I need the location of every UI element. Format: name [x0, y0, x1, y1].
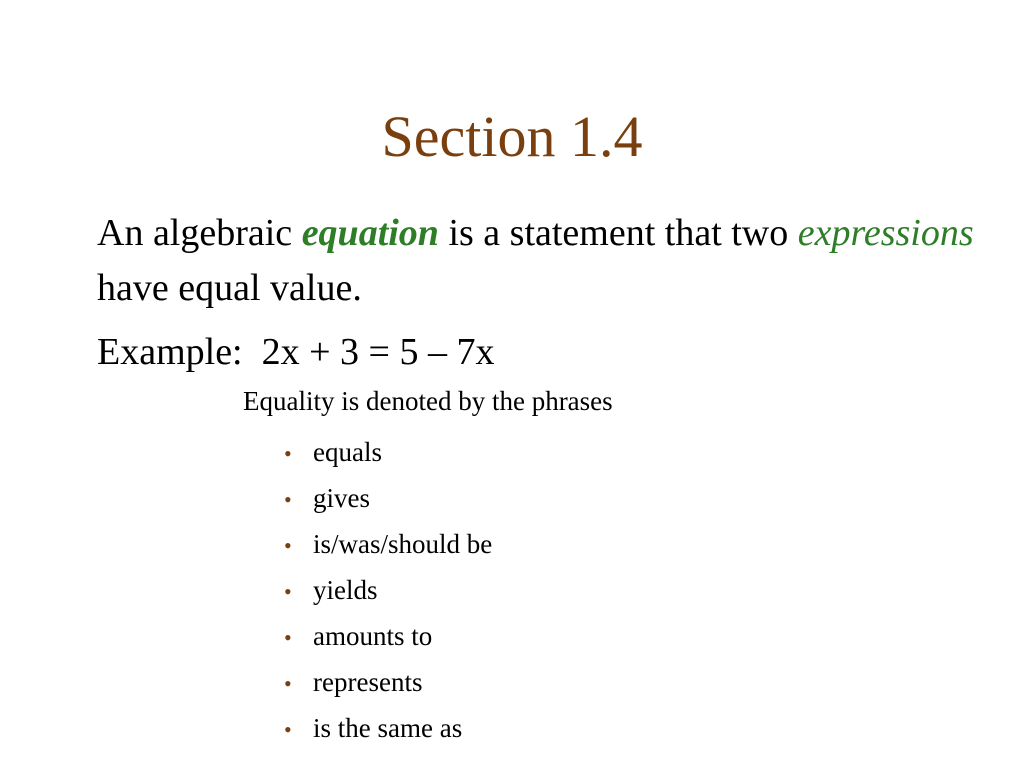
- phrase-list-item: [284, 522, 492, 568]
- bullet-dot-icon: •: [284, 441, 292, 466]
- bullet-dot-icon: •: [284, 625, 292, 650]
- phrase-list-item: [284, 706, 492, 752]
- phrase-text: is/was/should be: [313, 529, 493, 559]
- phrase-list-item: [284, 430, 492, 476]
- definition-part-2: is a statement that two: [438, 212, 798, 254]
- phrase-text: represents: [313, 667, 423, 697]
- definition-part-3: have equal value.: [97, 267, 362, 309]
- definition-text: [97, 206, 977, 316]
- phrase-text: gives: [313, 483, 370, 513]
- phrase-text: equals: [313, 437, 382, 467]
- term-expressions: expressions: [797, 212, 974, 254]
- term-equation: equation: [301, 212, 439, 254]
- bullet-dot-icon: •: [284, 487, 292, 512]
- example-equation: Example: 2x + 3 = 5 – 7x: [97, 331, 495, 373]
- bullet-dot-icon: •: [284, 671, 292, 696]
- bullet-dot-icon: •: [284, 579, 292, 604]
- phrase-list-item: [284, 476, 492, 522]
- phrase-list-item: [284, 660, 492, 706]
- bullet-dot-icon: •: [284, 717, 292, 742]
- definition-part-1: An algebraic: [97, 212, 302, 254]
- phrases-intro: Equality is denoted by the phrases: [243, 386, 613, 416]
- phrase-text: is the same as: [313, 713, 463, 743]
- phrase-text: amounts to: [313, 621, 433, 651]
- phrase-text: yields: [313, 575, 378, 605]
- phrase-list: [284, 430, 492, 752]
- slide-title: Section 1.4: [381, 104, 643, 169]
- bullet-dot-icon: •: [284, 533, 292, 558]
- phrase-list-item: [284, 614, 492, 660]
- phrase-list-item: [284, 568, 492, 614]
